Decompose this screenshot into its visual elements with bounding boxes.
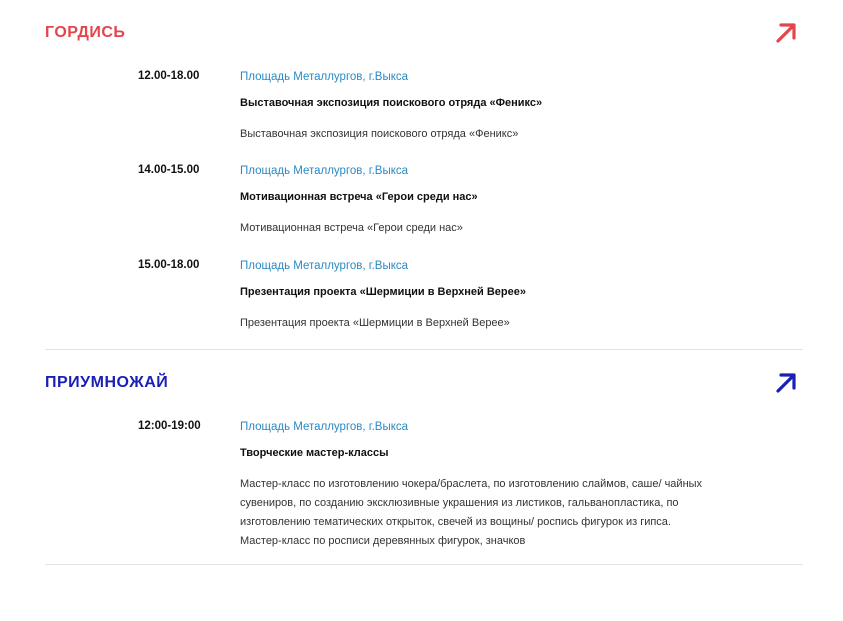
section-title: ГОРДИСЬ [45,24,126,41]
event-time: 14.00-15.00 [138,164,200,176]
arrow-up-right-icon[interactable] [773,370,799,396]
event-time: 15.00-18.00 [138,259,200,271]
event-time: 12:00-19:00 [138,420,201,432]
section-divider [45,564,803,565]
event-time: 12.00-18.00 [138,70,200,82]
event-description: Мастер-класс по изготовлению чокера/браслета, по изготовлению слаймов, саше/ чайных сувениров, по созданию эксклюзивные украшения из листиков, гальванопластика, по изготовлению тематических открыток, свечей из вощины/ роспись фигурок из гипса. Мастер-класс по росписи деревянных фигурок, значков [240,478,703,547]
section-header [45,374,803,404]
event-title: Творческие мастер-классы [240,447,389,459]
event-title: Мотивационная встреча «Герои среди нас» [240,191,478,203]
section-gordis [45,24,803,54]
event-description: Презентация проекта «Шермиции в Верхней Верее» [240,317,510,329]
event-location-link[interactable]: Площадь Металлургов, г.Выкса [240,260,409,272]
section-header [45,24,803,54]
event-location-link[interactable]: Площадь Металлургов, г.Выкса [240,421,409,433]
event-description: Мотивационная встреча «Герои среди нас» [240,222,463,234]
arrow-up-right-icon[interactable] [773,20,799,46]
section-divider [45,349,803,350]
event-title: Выставочная экспозиция поискового отряда «Феникс» [240,97,543,109]
event-location-link[interactable]: Площадь Металлургов, г.Выкса [240,165,409,177]
event-description: Выставочная экспозиция поискового отряда «Феникс» [240,128,519,140]
event-location-link[interactable]: Площадь Металлургов, г.Выкса [240,71,409,83]
section-priumnozhai [45,374,803,404]
event-title: Презентация проекта «Шермиции в Верхней Верее» [240,286,526,298]
section-title: ПРИУМНОЖАЙ [45,374,169,391]
